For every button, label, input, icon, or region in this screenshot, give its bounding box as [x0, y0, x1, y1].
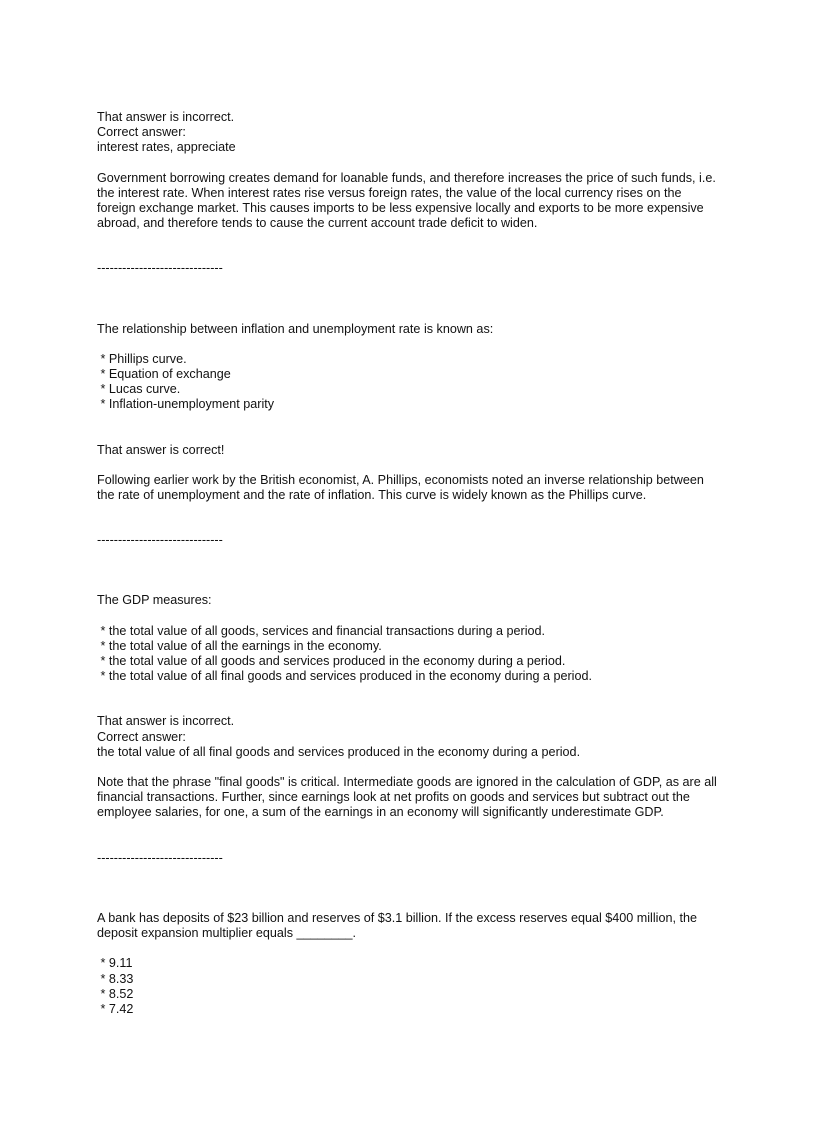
separator-line: ------------------------------ [97, 261, 223, 276]
answer-option: * Phillips curve. [97, 351, 187, 366]
answer-option: * Inflation-unemployment parity [97, 397, 275, 412]
explanation-text: Following earlier work by the British economist, A. Phillips, economists noted an inverse relationship between the rate of unemployment and the rate of inflation. This curve is widely known as the Phillips curve. [97, 472, 704, 503]
feedback-text: That answer is incorrect. [97, 110, 235, 124]
answer-option: * 8.33 [97, 971, 134, 986]
separator-line: ------------------------------ [97, 850, 223, 865]
feedback-text: That answer is correct! [97, 442, 225, 457]
answer-option: * 8.52 [97, 986, 134, 1001]
answer-option: * the total value of all goods, services and financial transactions during a period. [97, 623, 546, 638]
correct-answer-text: interest rates, appreciate [97, 140, 236, 155]
question-text: The GDP measures: [97, 593, 212, 608]
answer-option: * Lucas curve. [97, 382, 181, 397]
answer-option: * the total value of all the earnings in the economy. [97, 638, 382, 653]
feedback-text: That answer is incorrect. [97, 714, 235, 729]
document-page [97, 110, 737, 1017]
correct-answer-label: Correct answer: [97, 729, 186, 744]
correct-answer-text: the total value of all final goods and services produced in the economy during a period. [97, 744, 581, 759]
explanation-text: Note that the phrase "final goods" is critical. Intermediate goods are ignored in the calculation of GDP, as are all financial transactions. Further, since earnings look at net profits on goods and services but subtract out the employee salaries, for one, a sum of the earnings in an economy will significantly underestimate GDP. [97, 775, 717, 820]
answer-option: * the total value of all final goods and services produced in the economy during a period. [97, 669, 592, 684]
correct-answer-label: Correct answer: [97, 125, 186, 140]
answer-option: * Equation of exchange [97, 367, 231, 382]
separator-line: ------------------------------ [97, 533, 223, 548]
answer-option: * 7.42 [97, 1001, 134, 1016]
explanation-text: Government borrowing creates demand for loanable funds, and therefore increases the price of such funds, i.e. the interest rate. When interest rates rise versus foreign rates, the value of the local currency rises on the foreign exchange market. This causes imports to be less expensive locally and exports to be more expensive abroad, and therefore tends to cause the current account trade deficit to widen. [97, 170, 716, 231]
answer-option: * 9.11 [97, 956, 133, 971]
answer-option: * the total value of all goods and services produced in the economy during a period. [97, 654, 566, 669]
question-text: A bank has deposits of $23 billion and reserves of $3.1 billion. If the excess reserves equal $400 million, the deposit expansion multiplier equals ________. [97, 910, 697, 941]
question-text: The relationship between inflation and unemployment rate is known as: [97, 321, 494, 336]
